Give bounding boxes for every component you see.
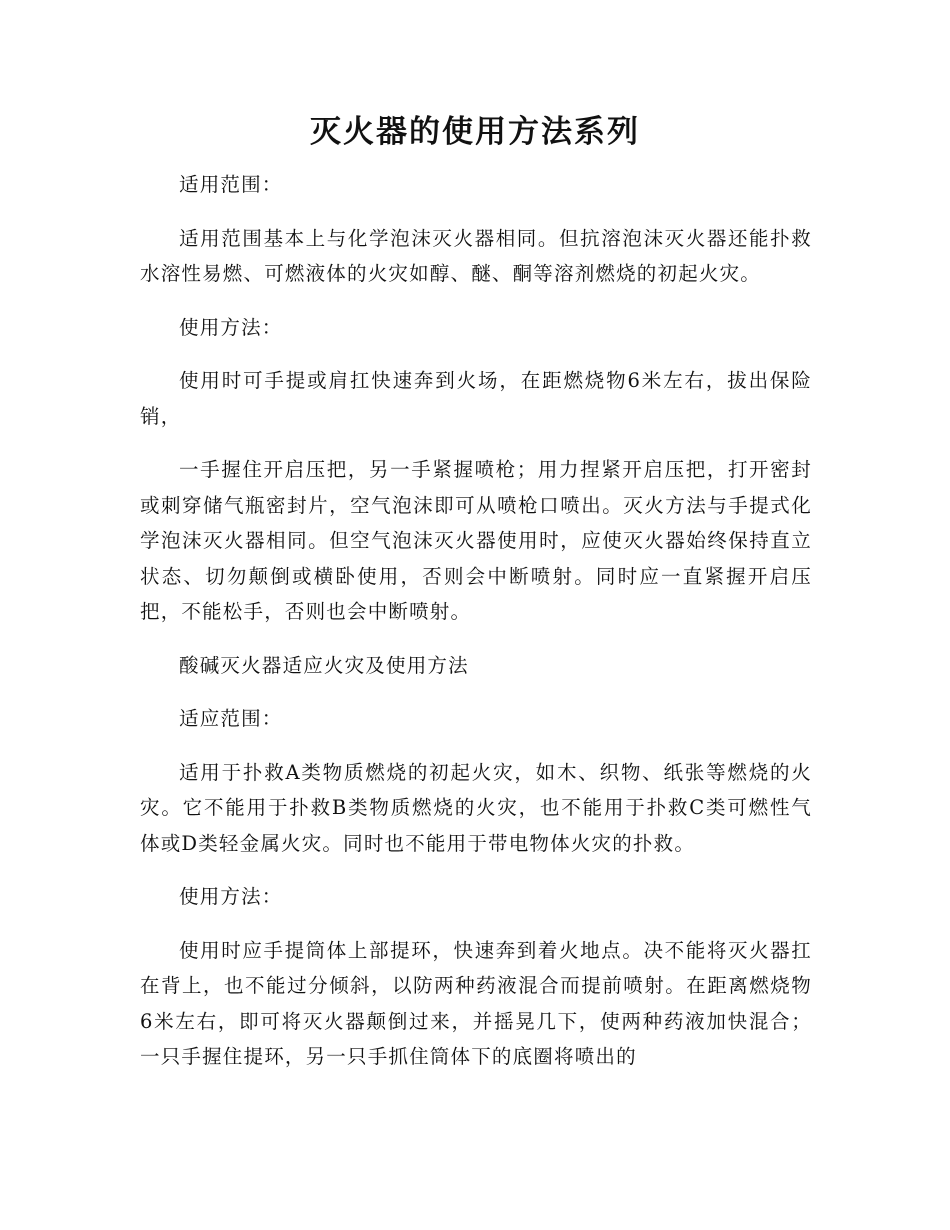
paragraph-usage-heading-2: 使用方法：: [179, 885, 283, 908]
paragraph-usage-step-1: 使用时可手提或肩扛快速奔到火场，在距燃烧物6米左右，拔出保险销，: [140, 369, 812, 428]
document-body: [140, 167, 812, 1093]
paragraph-applicable-scope-text: 适用于扑救A类物质燃烧的初起火灾，如木、织物、纸张等燃烧的火灾。它不能用于扑救B类物质燃烧的火灾，也不能用于扑救C类可燃性气体或D类轻金属火灾。同时也不能用于带电物体火灾的扑救。: [140, 760, 812, 855]
paragraph-usage-text-2: 使用时应手提筒体上部提环，快速奔到着火地点。决不能将灭火器扛在背上，也不能过分倾斜，以防两种药液混合而提前喷射。在距离燃烧物6米左右，即可将灭火器颠倒过来，并摇晃几下，使两种药液加快混合；一只手握住提环，另一只手抓住筒体下的底圈将喷出的: [140, 938, 812, 1068]
paragraph-usage-heading: 使用方法：: [179, 315, 283, 339]
document-title: 灭火器的使用方法系列: [310, 114, 640, 150]
paragraph-applicable-scope-heading: 适应范围：: [179, 707, 283, 730]
paragraph-usage-step-2: 一手握住开启压把，另一手紧握喷枪；用力捏紧开启压把，打开密封或刺穿储气瓶密封片，空气泡沫即可从喷枪口喷出。灭火方法与手提式化学泡沫灭火器相同。但空气泡沫灭火器使用时，应使灭火器始终保持直立状态、切勿颠倒或横卧使用，否则会中断喷射。同时应一直紧握开启压把，不能松手，否则也会中断喷射。: [140, 458, 812, 623]
paragraph-acid-alkali-heading: 酸碱灭火器适应火灾及使用方法: [179, 653, 469, 677]
paragraph-scope-text: 适用范围基本上与化学泡沫灭火器相同。但抗溶泡沫灭火器还能扑救水溶性易燃、可燃液体的火灾如醇、醚、酮等溶剂燃烧的初起火灾。: [140, 226, 812, 285]
paragraph-scope-heading: 适用范围：: [179, 173, 283, 196]
